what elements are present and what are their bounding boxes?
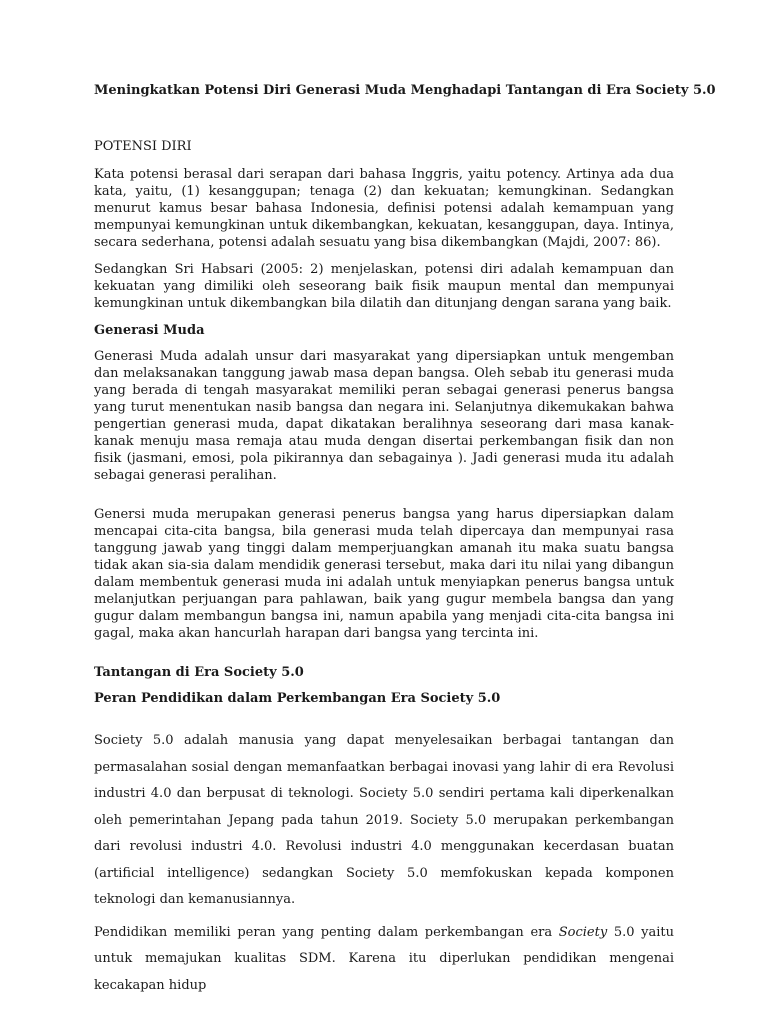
paragraph-potensi-1: Kata potensi berasal dari serapan dari bahasa Inggris, yaitu potency. Artinya ada dua kata, yaitu, (1) kesanggupan; tenaga (2) dan kekuatan; kemungkinan. Sedangkan menurut kamus besar bahasa Indonesia, definisi potensi adalah kemampuan yang mempunyai kemungkinan untuk dikembangkan, kekuatan, kesanggupan, daya. Intinya, secara sederhana, potensi adalah sesuatu yang bisa dikembangkan (Majdi, 2007: 86). (94, 167, 674, 250)
document-page (94, 82, 716, 1005)
paragraph-society-2-part2: 5.0 yaitu untuk memajukan kualitas SDM. Karena itu diperlukan pendidikan mengenai kecakapan hidup (94, 924, 674, 993)
paragraph-generasi-1: Generasi Muda adalah unsur dari masyarakat yang dipersiapkan untuk mengemban dan melaksanakan tanggung jawab masa depan bangsa. Oleh sebab itu generasi muda yang berada di tengah masyarakat memiliki peran sebagai generasi penerus bangsa yang turut menentukan nasib bangsa dan negara ini. Selanjutnya dikemukakan bahwa pengertian generasi muda, dapat dikatakan beralihnya seseorang dari masa kanak-kanak menuju masa remaja atau muda dengan disertai perkembangan fisik dan non fisik (jasmani, emosi, pola pikirannya dan sebagainya ). Jadi generasi muda itu adalah sebagai generasi peralihan. (94, 349, 674, 483)
paragraph-society-1: Society 5.0 adalah manusia yang dapat menyelesaikan berbagai tantangan dan permasalahan sosial dengan memanfaatkan berbagai inovasi yang lahir di era Revolusi industri 4.0 dan berpusat di teknologi. Society 5.0 sendiri pertama kali diperkenalkan oleh pemerintahan Jepang pada tahun 2019. Society 5.0 merupakan perkembangan dari revolusi industri 4.0. Revolusi industri 4.0 menggunakan kecerdasan buatan (artificial intelligence) sedangkan Society 5.0 memfokuskan kepada komponen teknologi dan kemanusiannya. (94, 733, 674, 907)
heading-tantangan: Tantangan di Era Society 5.0 (94, 665, 304, 680)
heading-potensi-diri: POTENSI DIRI (94, 139, 192, 154)
paragraph-society-2-part1: Pendidikan memiliki peran yang penting dalam perkembangan era (94, 924, 559, 940)
paragraph-generasi-2: Genersi muda merupakan generasi penerus bangsa yang harus dipersiapkan dalam mencapai cita-cita bangsa, bila generasi muda telah dipercaya dan mempunyai rasa tanggung jawab yang tinggi dalam memperjuangkan amanah itu maka suatu bangsa tidak akan sia-sia dalam mendidik generasi tersebut, maka dari itu nilai yang dibangun dalam membentuk generasi muda ini adalah untuk menyiapkan penerus bangsa untuk melanjutkan perjuangan para pahlawan, baik yang gugur membela bangsa dan yang gugur dalam membangun bangsa ini, namun apabila yang menjadi cita-cita bangsa ini gagal, maka akan hancurlah harapan dari bangsa yang tercinta ini. (94, 507, 674, 641)
document-title: Meningkatkan Potensi Diri Generasi Muda Menghadapi Tantangan di Era Society 5.0 (94, 83, 716, 98)
paragraph-society-2-italic: Society (558, 924, 608, 940)
paragraph-potensi-2: Sedangkan Sri Habsari (2005: 2) menjelaskan, potensi diri adalah kemampuan dan kekuatan yang dimiliki oleh seseorang baik fisik maupun mental dan mempunyai kemungkinan untuk dikembangkan bila dilatih dan ditunjang dengan sarana yang baik. (94, 262, 674, 311)
subheading-peran-pendidikan: Peran Pendidikan dalam Perkembangan Era Society 5.0 (94, 691, 501, 706)
heading-generasi-muda: Generasi Muda (94, 323, 205, 338)
paragraph-society-2 (94, 920, 674, 1000)
